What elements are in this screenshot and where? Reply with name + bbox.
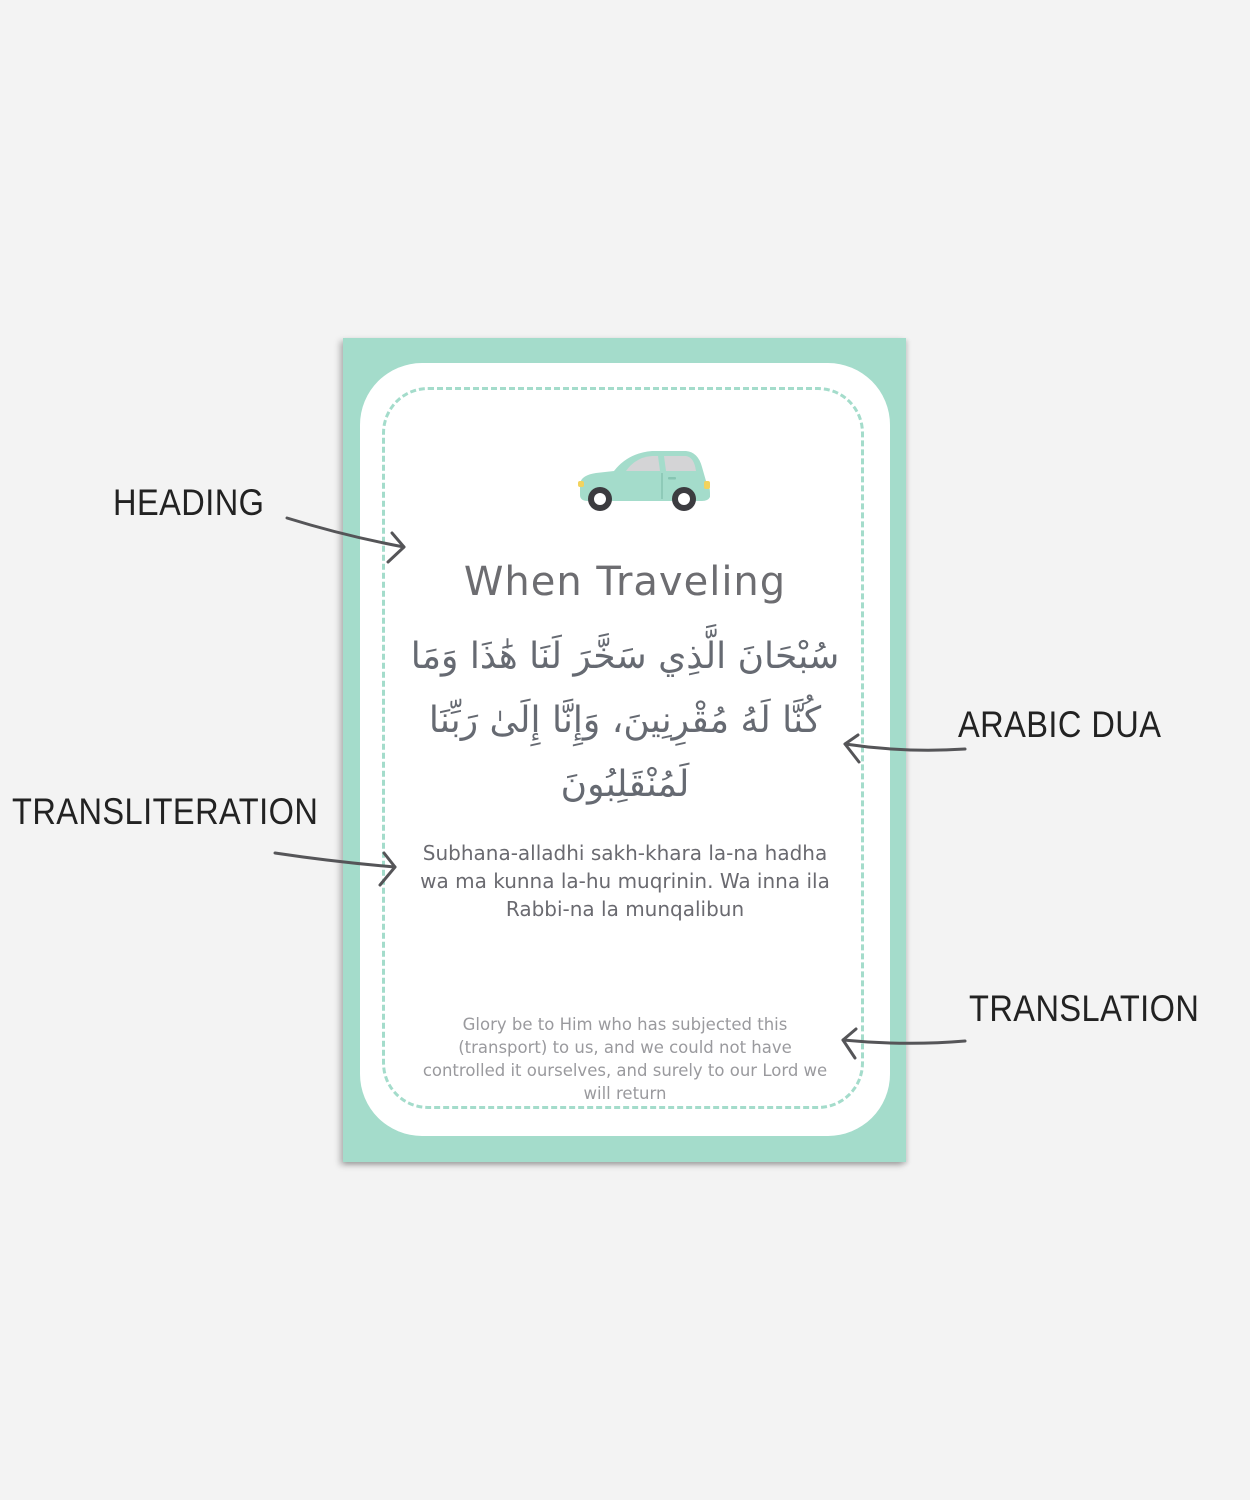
card-inner-panel	[360, 363, 890, 1136]
dua-card	[343, 338, 906, 1162]
arabic-dua-text: سُبْحَانَ الَّذِي سَخَّرَ لَنَا هَٰذَا وَمَا كُنَّا لَهُ مُقْرِنِينَ، وَإِنَّا إِلَىٰ رَبِّنَا لَمُنْقَلِبُونَ	[410, 636, 840, 805]
arabic-dua-label: ARABIC DUA	[958, 704, 1162, 745]
translation-text: Glory be to Him who has subjected this (transport) to us, and we could not have controlled it ourselves, and surely to our Lord we will return	[422, 1015, 828, 1103]
car-icon	[574, 447, 714, 511]
transliteration-text: Subhana-alladhi sakh-khara la-na hadha wa ma kunna la-hu muqrinin. Wa inna ila Rabbi-na la munqalibun	[420, 841, 830, 921]
transliteration-label: TRANSLITERATION	[12, 791, 319, 832]
heading-label: HEADING	[113, 482, 265, 523]
card-heading: When Traveling	[463, 559, 787, 605]
translation-label: TRANSLATION	[969, 988, 1200, 1029]
